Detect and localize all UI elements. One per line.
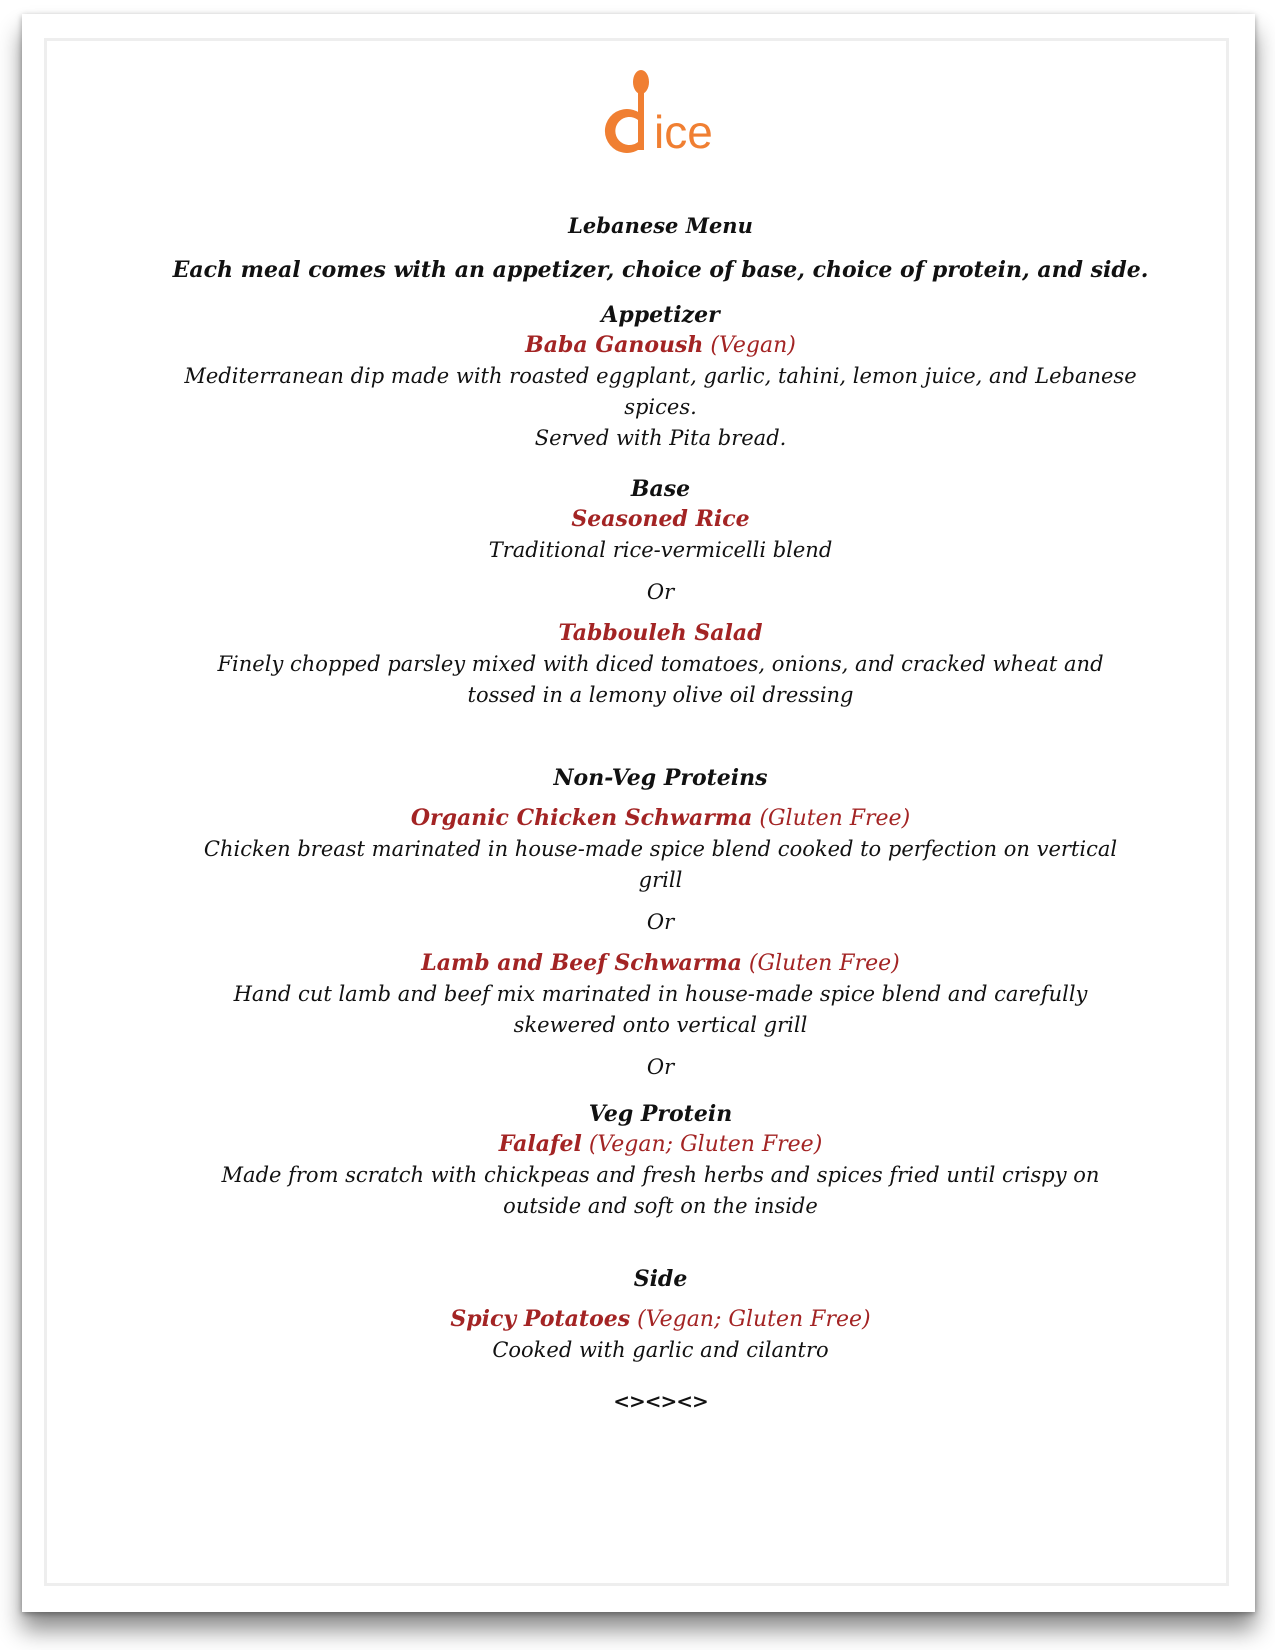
dice-logo [594,66,724,166]
dish-description: Cooked with garlic and cilantro [492,1338,829,1362]
menu-intro: Each meal comes with an appetizer, choice of base, choice of protein, and side. [172,257,1149,283]
dish-title-spicy-potatoes [44,1304,1275,1335]
end-ornament: <><><> [613,1389,708,1413]
dish-name: Seasoned Rice [571,506,750,532]
dish-name: Spicy Potatoes [450,1306,631,1332]
menu-title: Lebanese Menu [568,213,753,238]
dish-name: Tabbouleh Salad [558,620,763,646]
dish-tag: (Vegan) [710,333,796,358]
dish-description: Mediterranean dip made with roasted eggplant, garlic, tahini, lemon juice, and Lebanese spices. [184,364,1137,419]
dish-description: Served with Pita bread. [534,426,787,450]
dish-title-seasoned-rice [44,504,1275,535]
dish-title-lamb-beef-schwarma [44,948,1275,979]
section-heading-appetizer: Appetizer [601,302,720,328]
section-heading-base: Base [630,476,691,502]
section-heading-side: Side [633,1266,688,1292]
dish-tag: (Gluten Free) [759,806,911,831]
dish-description: Made from scratch with chickpeas and fresh herbs and spices fried until crispy on outside and soft on the inside [221,1163,1100,1218]
dish-title-baba-ganoush [44,330,1275,361]
menu-content [44,212,1275,1414]
dish-description: Chicken breast marinated in house-made spice blend cooked to perfection on vertical grill [203,837,1118,892]
section-heading-veg: Veg Protein [588,1101,733,1127]
dish-description: Traditional rice-vermicelli blend [488,538,833,562]
dish-name: Lamb and Beef Schwarma [421,950,742,976]
dish-name: Baba Ganoush [525,332,704,358]
dish-name: Falafel [498,1131,582,1157]
dish-name: Organic Chicken Schwarma [410,805,753,831]
dish-title-tabbouleh-salad [44,618,1275,649]
menu-page [22,14,1255,1612]
dish-tag: (Vegan; Gluten Free) [637,1307,871,1332]
dish-title-chicken-schwarma [44,803,1275,834]
dish-description: Finely chopped parsley mixed with diced tomatoes, onions, and cracked wheat and tossed in a lemony olive oil dressing [217,652,1104,707]
or-separator: Or [646,1055,675,1079]
dish-title-falafel [44,1129,1275,1160]
or-separator: Or [646,910,675,934]
dish-description: Hand cut lamb and beef mix marinated in house-made spice blend and carefully skewered onto vertical grill [233,982,1088,1037]
dish-tag: (Vegan; Gluten Free) [588,1132,823,1157]
section-heading-non-veg: Non-Veg Proteins [553,765,768,791]
dish-tag: (Gluten Free) [748,951,900,976]
logo-text: ice [654,106,713,158]
or-separator: Or [646,580,675,604]
